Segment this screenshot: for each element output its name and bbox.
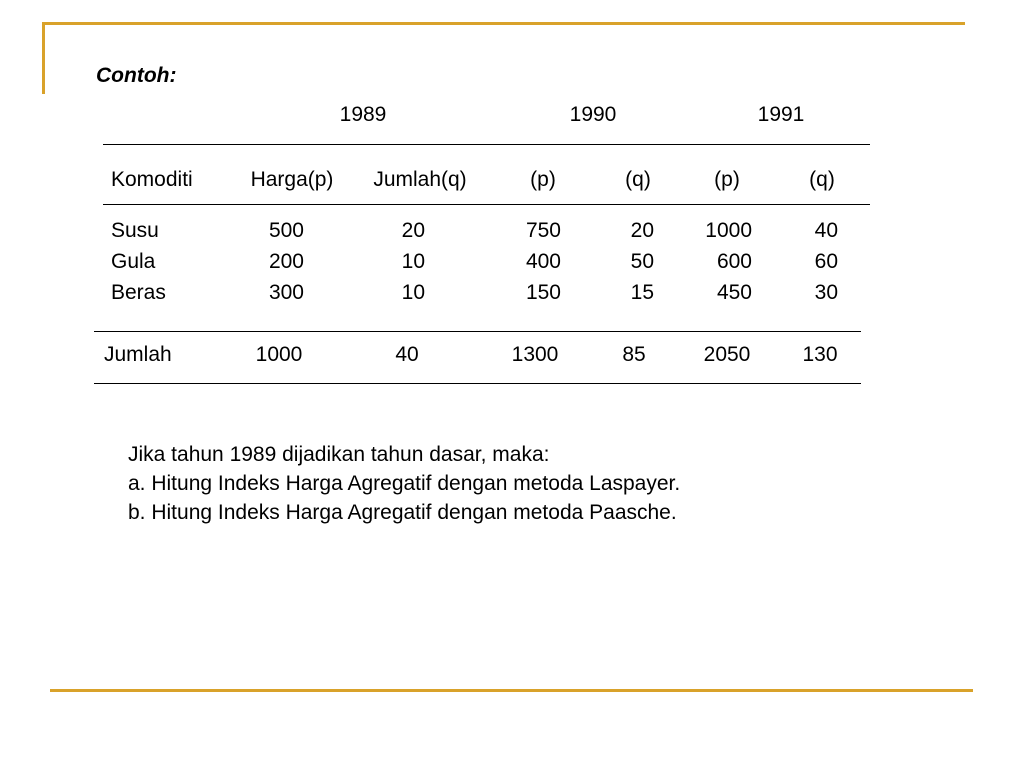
cell-harga-1989: 500 — [268, 219, 304, 242]
cell-p-1991: 450 — [716, 281, 752, 304]
top-accent-line — [42, 22, 965, 25]
total-q-1991: 130 — [802, 343, 838, 366]
cell-q-1990: 20 — [630, 219, 654, 242]
total-q-1990: 85 — [622, 343, 646, 366]
left-accent-line — [42, 22, 45, 94]
cell-q-1991: 40 — [814, 219, 838, 242]
year-1989: 1989 — [339, 103, 387, 126]
header-q-1991: (q) — [809, 168, 835, 191]
rule-total-top — [94, 331, 861, 332]
cell-p-1990: 400 — [525, 250, 561, 273]
total-p-1991: 2050 — [703, 343, 751, 366]
total-jumlah-1989: 40 — [395, 343, 419, 366]
bottom-accent-line — [50, 689, 973, 692]
cell-p-1990: 150 — [525, 281, 561, 304]
cell-p-1991: 1000 — [705, 219, 752, 242]
cell-jumlah-1989: 10 — [401, 250, 425, 273]
cell-harga-1989: 300 — [268, 281, 304, 304]
question-b: b. Hitung Indeks Harga Agregatif dengan metoda Paasche. — [128, 501, 677, 524]
cell-harga-1989: 200 — [268, 250, 304, 273]
cell-jumlah-1989: 20 — [401, 219, 425, 242]
total-harga-1989: 1000 — [255, 343, 303, 366]
header-p-1990: (p) — [530, 168, 556, 191]
row-label: Beras — [111, 281, 166, 304]
rule-top — [103, 144, 870, 145]
question-list — [128, 440, 680, 527]
cell-q-1991: 30 — [814, 281, 838, 304]
cell-q-1990: 15 — [630, 281, 654, 304]
year-1990: 1990 — [569, 103, 617, 126]
slide-title: Contoh: — [96, 64, 177, 87]
header-p-1991: (p) — [714, 168, 740, 191]
year-1991: 1991 — [757, 103, 805, 126]
cell-p-1991: 600 — [716, 250, 752, 273]
rule-header — [103, 204, 870, 205]
row-label: Susu — [111, 219, 159, 242]
cell-p-1990: 750 — [525, 219, 561, 242]
rule-bottom — [94, 383, 861, 384]
cell-q-1991: 60 — [814, 250, 838, 273]
row-label: Gula — [111, 250, 156, 273]
total-p-1990: 1300 — [511, 343, 559, 366]
total-label: Jumlah — [104, 343, 172, 366]
cell-jumlah-1989: 10 — [401, 281, 425, 304]
question-intro: Jika tahun 1989 dijadikan tahun dasar, maka: — [128, 443, 550, 466]
question-a: a. Hitung Indeks Harga Agregatif dengan metoda Laspayer. — [128, 472, 681, 495]
header-harga: Harga(p) — [250, 168, 334, 191]
header-komoditi: Komoditi — [111, 168, 193, 191]
cell-q-1990: 50 — [630, 250, 654, 273]
header-q-1990: (q) — [625, 168, 651, 191]
header-jumlah: Jumlah(q) — [373, 168, 467, 191]
